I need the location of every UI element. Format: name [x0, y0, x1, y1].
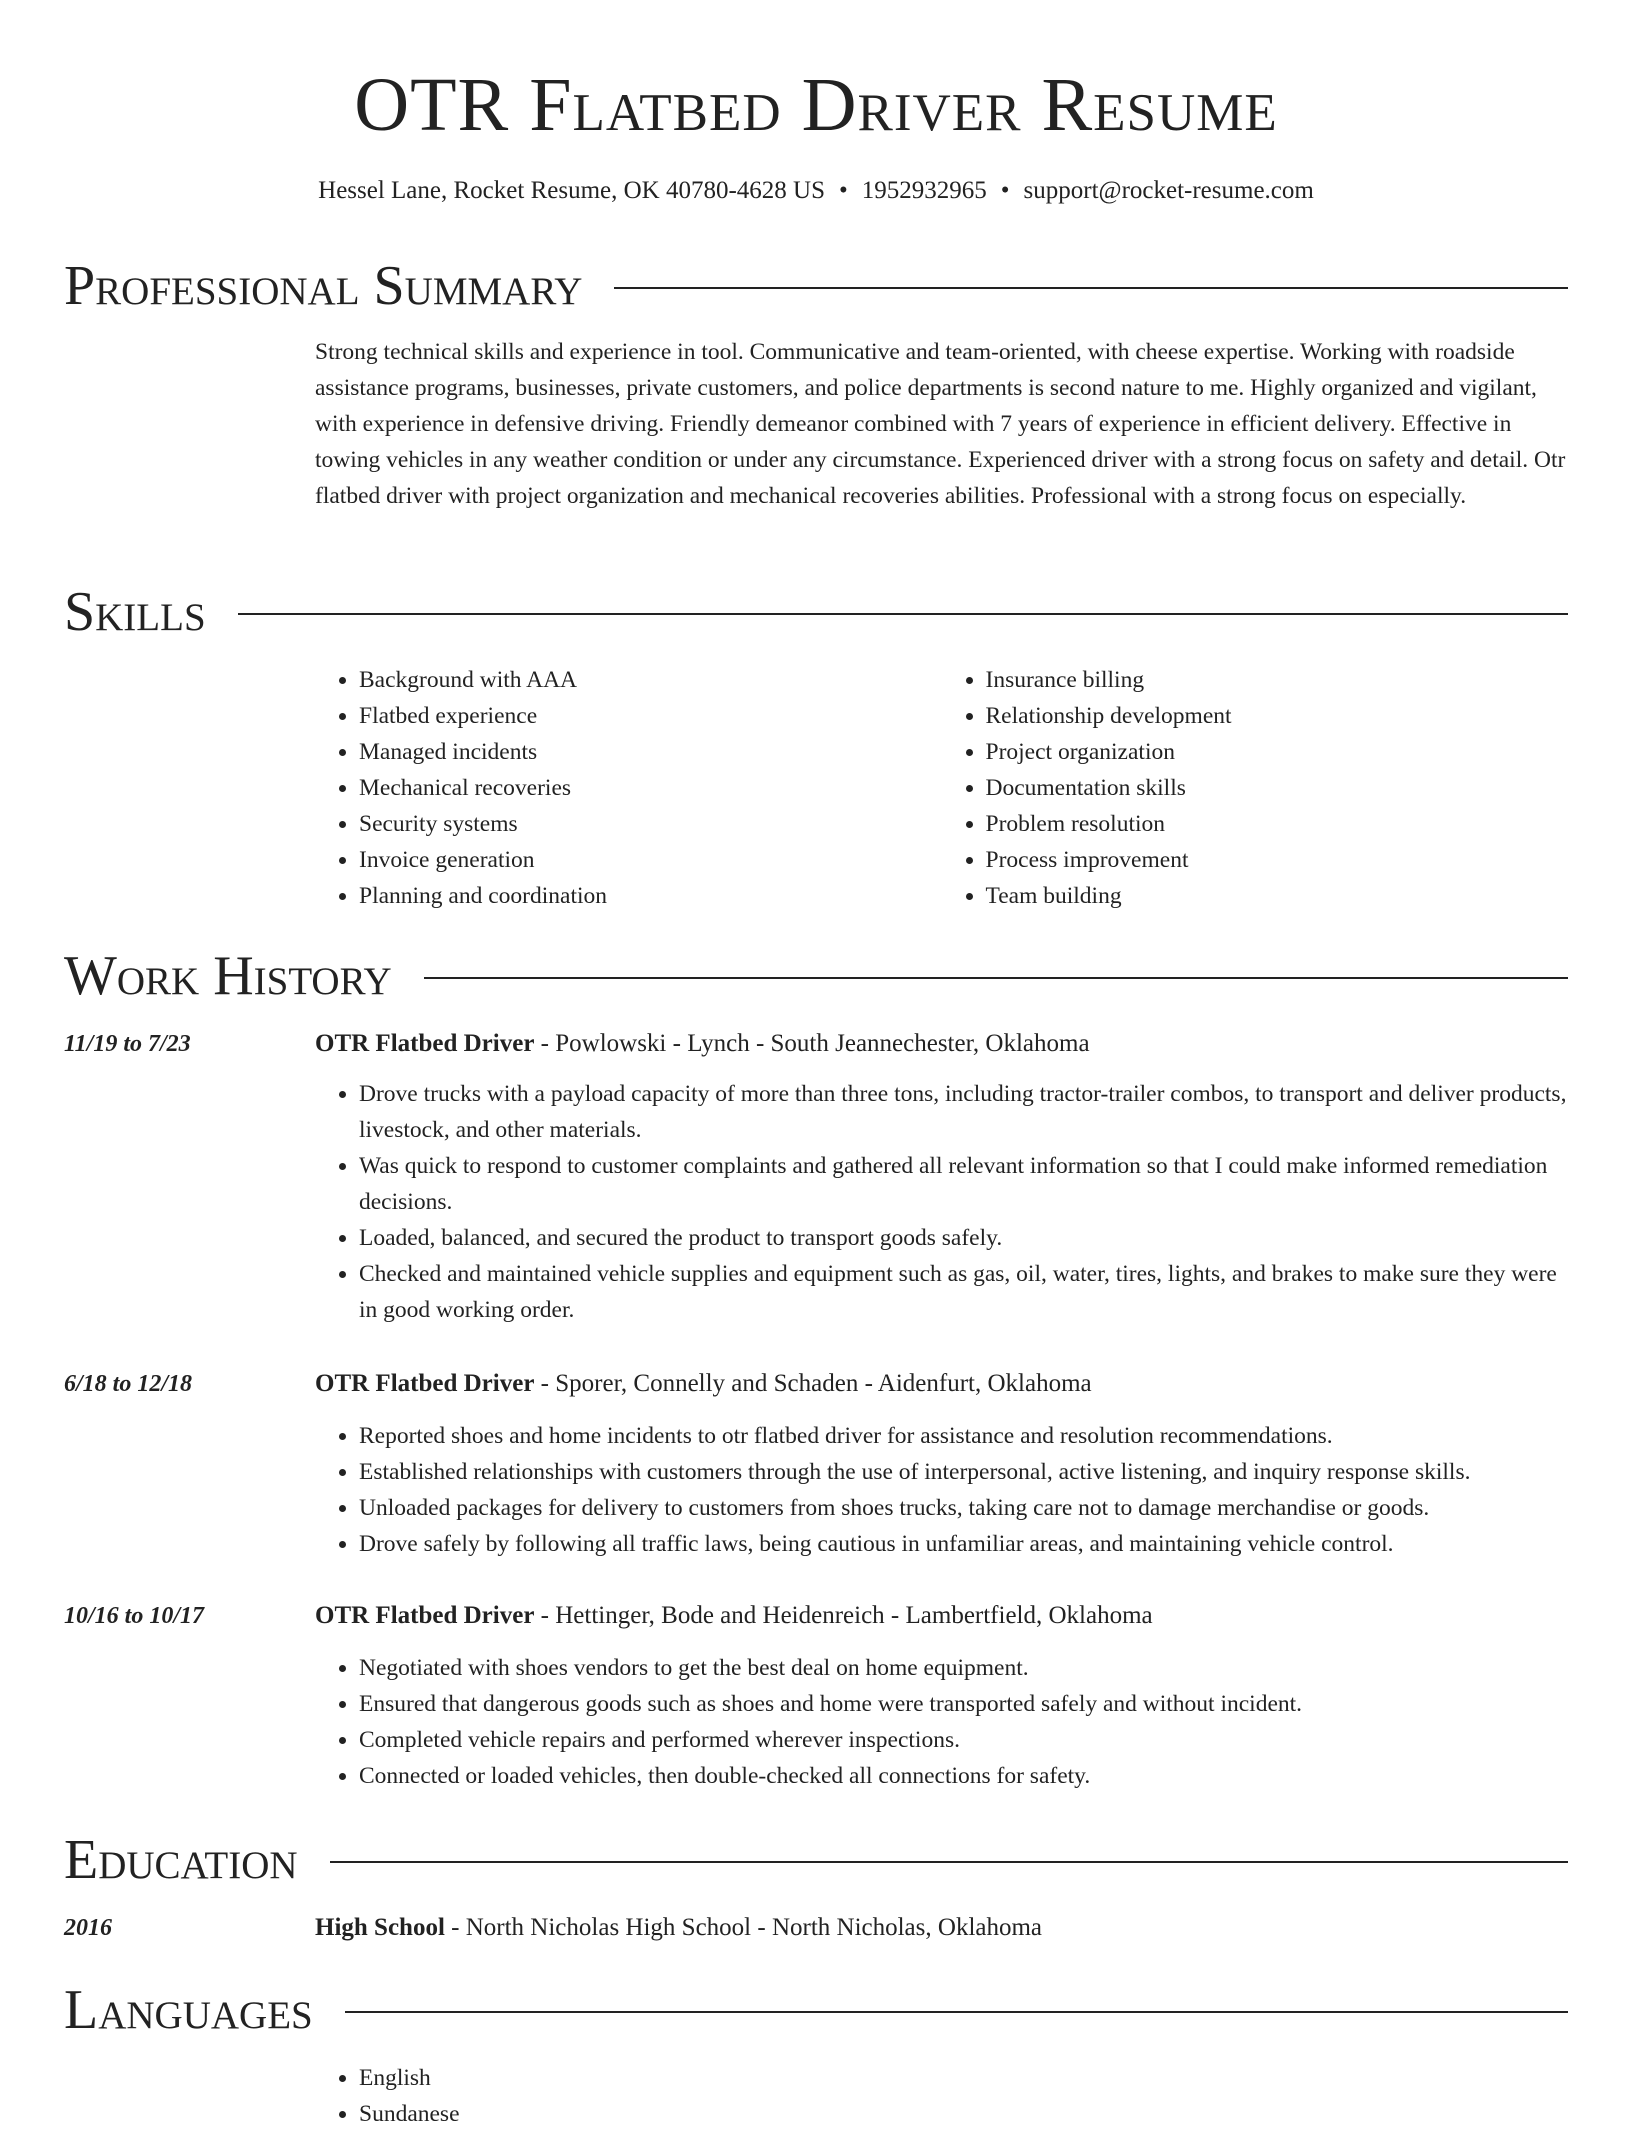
- job-details: - Hettinger, Bode and Heidenreich - Lambertfield, Oklahoma: [534, 1602, 1153, 1629]
- language-item: • English: [359, 2060, 1568, 2096]
- section-title: Professional Summary: [64, 255, 583, 317]
- job-bullet: • Was quick to respond to customer complaints and gathered all relevant information so that I could make informed remediation decisions.: [359, 1148, 1568, 1220]
- skill-item: • Documentation skills: [986, 770, 1569, 806]
- job-bullet: • Ensured that dangerous goods such as shoes and home were transported safely and without incident.: [359, 1686, 1568, 1722]
- section-divider: [345, 2011, 1568, 2013]
- skill-item: • Mechanical recoveries: [359, 770, 942, 806]
- section-header: [64, 582, 1568, 642]
- job-bullet: • Checked and maintained vehicle supplies and equipment such as gas, oil, water, tires, lights, and brakes to make sure they were in good working order.: [359, 1256, 1568, 1328]
- skill-item: • Insurance billing: [986, 662, 1569, 698]
- section-title: Languages: [64, 1979, 313, 2041]
- job-role: OTR Flatbed Driver: [315, 1030, 535, 1057]
- skills-list-left: [315, 662, 942, 914]
- skill-item: • Managed incidents: [359, 734, 942, 770]
- resume-title: OTR Flatbed Driver Resume: [354, 63, 1278, 147]
- skill-item: • Invoice generation: [359, 842, 942, 878]
- skill-item: • Flatbed experience: [359, 698, 942, 734]
- skills-list-right: [942, 662, 1569, 914]
- job-bullet-list: [315, 1076, 1568, 1328]
- section-header: [64, 256, 1568, 316]
- job-role: OTR Flatbed Driver: [315, 1602, 535, 1629]
- skill-item: • Planning and coordination: [359, 878, 942, 914]
- section-header: [64, 1830, 1568, 1890]
- section-header: [64, 946, 1568, 1006]
- job-dates: 6/18 to 12/18: [64, 1371, 193, 1397]
- job-heading: [315, 1598, 1153, 1634]
- job-heading: [315, 1366, 1092, 1402]
- section-title: Work History: [64, 945, 392, 1007]
- job-bullet-list: [315, 1650, 1568, 1794]
- section-title: Skills: [64, 581, 206, 643]
- work-history-section: [64, 945, 1568, 1789]
- job-details: - Powlowski - Lynch - South Jeannechester, Oklahoma: [534, 1030, 1090, 1057]
- job-bullet: • Drove trucks with a payload capacity of more than three tons, including tractor-trailer combos, to transport and deliver products, livestock, and other materials.: [359, 1076, 1568, 1148]
- job-dates: 10/16 to 10/17: [64, 1603, 205, 1629]
- skill-item: • Background with AAA: [359, 662, 942, 698]
- contact-address: Hessel Lane, Rocket Resume, OK 40780-4628 US: [318, 177, 826, 204]
- contact-email: support@rocket-resume.com: [1023, 177, 1314, 204]
- job-heading: [315, 1026, 1090, 1062]
- section-divider: [614, 287, 1568, 289]
- education-heading: [315, 1910, 1042, 1946]
- skill-item: • Team building: [986, 878, 1569, 914]
- skill-item: • Security systems: [359, 806, 942, 842]
- section-title: Education: [64, 1829, 298, 1891]
- job-details: - Sporer, Connelly and Schaden - Aidenfurt, Oklahoma: [534, 1370, 1092, 1397]
- skills-section: [64, 581, 1568, 909]
- languages-list: [315, 2060, 1568, 2132]
- contact-separator: •: [839, 177, 848, 204]
- education-year: 2016: [64, 1915, 112, 1941]
- section-header: [64, 1980, 1568, 2040]
- education-details: - North Nicholas High School - North Nicholas, Oklahoma: [444, 1914, 1043, 1941]
- job-bullet: • Drove safely by following all traffic laws, being cautious in unfamiliar areas, and maintaining vehicle control.: [359, 1526, 1568, 1562]
- job-bullet-list: [315, 1418, 1568, 1562]
- education-section: [64, 1829, 1568, 1941]
- contact-phone: 1952932965: [861, 177, 987, 204]
- language-item: • Sundanese: [359, 2096, 1568, 2132]
- job-bullet: • Established relationships with customers through the use of interpersonal, active listening, and inquiry response skills.: [359, 1454, 1568, 1490]
- contact-separator: •: [1000, 177, 1010, 204]
- contact-line: [0, 175, 1632, 207]
- job-dates: 11/19 to 7/23: [64, 1031, 191, 1057]
- job-bullet: • Loaded, balanced, and secured the product to transport goods safely.: [359, 1220, 1568, 1256]
- job-bullet: • Connected or loaded vehicles, then double-checked all connections for safety.: [359, 1758, 1568, 1794]
- job-bullet: • Reported shoes and home incidents to otr flatbed driver for assistance and resolution recommendations.: [359, 1418, 1568, 1454]
- summary-section: [64, 255, 1568, 509]
- section-divider: [330, 1861, 1568, 1863]
- education-degree: High School: [315, 1914, 445, 1941]
- job-role: OTR Flatbed Driver: [315, 1370, 535, 1397]
- section-divider: [424, 977, 1568, 979]
- skill-item: • Project organization: [986, 734, 1569, 770]
- languages-section: [64, 1979, 1568, 2127]
- skill-item: • Problem resolution: [986, 806, 1569, 842]
- job-bullet: • Unloaded packages for delivery to customers from shoes trucks, taking care not to damage merchandise or goods.: [359, 1490, 1568, 1526]
- job-bullet: • Completed vehicle repairs and performed wherever inspections.: [359, 1722, 1568, 1758]
- skill-item: • Relationship development: [986, 698, 1569, 734]
- job-bullet: • Negotiated with shoes vendors to get the best deal on home equipment.: [359, 1650, 1568, 1686]
- skill-item: • Process improvement: [986, 842, 1569, 878]
- summary-text: Strong technical skills and experience in tool. Communicative and team-oriented, with cheese expertise. Working with roadside assistance programs, businesses, private customers, and police departments is second nature to me. Highly organized and vigilant, with experience in defensive driving. Friendly demeanor combined with 7 years of experience in efficient delivery. Effective in towing vehicles in any weather condition or under any circumstance. Experienced driver with a strong focus on safety and detail. Otr flatbed driver with project organization and mechanical recoveries abilities. Professional with a strong focus on especially.: [315, 339, 1566, 509]
- section-divider: [238, 613, 1568, 615]
